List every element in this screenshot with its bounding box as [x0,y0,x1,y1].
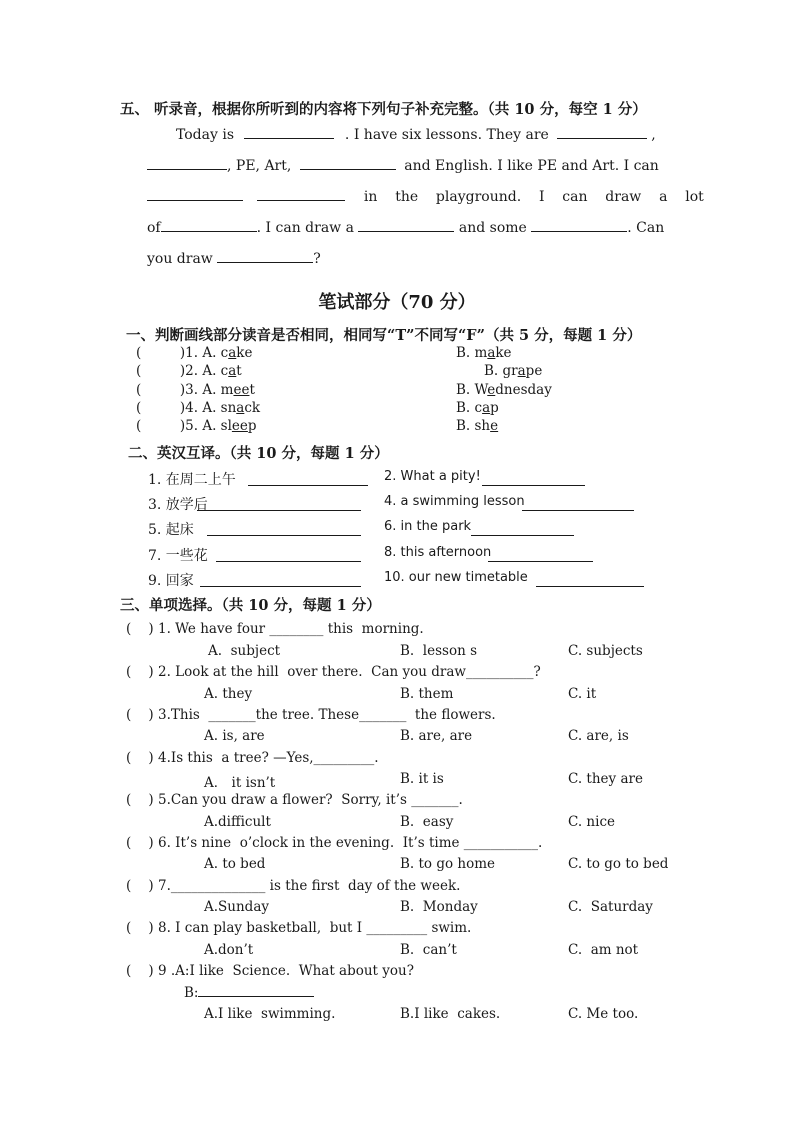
translate-item-en: 2. What a pity! [384,469,481,484]
blank-6[interactable] [257,188,345,201]
section1-item-b [456,345,512,361]
item-a-underlined: ee [231,418,248,434]
section1-item [136,363,242,379]
answer-blank[interactable] [216,561,361,562]
item-a-rest: t [249,382,255,398]
translate-item-en: 8. this afternoon [384,545,492,560]
translate-item-cn: 3. 放学后 [148,497,208,513]
option-c[interactable]: C. subjects [568,643,643,659]
item-a-prefix: ( )3. A. m [136,382,234,398]
item-a-rest: t [236,363,242,379]
section1-item [136,345,252,361]
answer-blank[interactable] [482,485,585,486]
item-b-underlined: e [490,418,499,434]
option-c[interactable]: C. Me too. [568,1006,639,1022]
translate-item-cn: 1. 在周二上午 [148,472,236,488]
option-a[interactable]: A.Sunday [204,899,269,915]
option-c[interactable]: C. am not [568,942,639,958]
q9-b-label: B: [184,985,199,1001]
question-stem: ( ) 9 .A:I like Science. What about you? [126,963,414,979]
question-stem: ( ) 3.This _______the tree. These_______ the flowers. [126,707,496,723]
text: . Can [627,220,665,236]
item-a-prefix: ( )2. A. c [136,363,229,379]
translate-item-en: 10. our new timetable [384,570,528,585]
item-b-prefix: B. sh [456,418,491,434]
blank-10[interactable] [217,250,313,263]
option-b[interactable]: B. lesson s [400,643,477,659]
option-b[interactable]: B. can’t [400,942,457,958]
section1-item-b [456,382,552,398]
answer-blank[interactable] [207,535,361,536]
text: , PE, Art, [227,158,292,174]
text: you draw [147,251,213,267]
option-a[interactable]: A.I like swimming. [204,1006,336,1022]
option-a[interactable]: A. subject [208,643,281,659]
option-c[interactable]: C. they are [568,771,643,787]
option-a[interactable]: A.difficult [204,814,271,830]
section1-item-b [484,363,542,379]
item-b-underlined: e [487,382,496,398]
option-c[interactable]: C. are, is [568,728,629,744]
answer-blank[interactable] [197,510,361,511]
option-b[interactable]: B. them [400,686,454,702]
translate-item-cn: 5. 起床 [148,522,194,538]
answer-blank[interactable] [248,485,368,486]
question-stem: ( ) 8. I can play basketball, but I _________ swim. [126,920,472,936]
item-a-prefix: ( )1. A. c [136,345,229,361]
text: of [147,220,161,236]
blank-1[interactable] [244,126,334,139]
item-b-prefix: B. c [456,400,483,416]
item-a-underlined: ee [233,382,250,398]
section5-line2 [147,157,659,174]
blank-4[interactable] [300,157,396,170]
text: , [651,127,656,143]
section1-item-b [456,400,499,416]
item-a-rest: ke [236,345,253,361]
option-b[interactable]: B.I like cakes. [400,1006,501,1022]
item-b-prefix: B. m [456,345,488,361]
option-a[interactable]: A. is, are [204,728,265,744]
text: . I can draw a [256,220,354,236]
blank-9[interactable] [531,219,627,232]
item-b-rest: ke [495,345,512,361]
section1-title: 一、判断画线部分读音是否相同，相同写“T”不同写“F”（共 5 分，每题 1 分） [126,327,642,344]
blank-5[interactable] [147,188,243,201]
item-a-prefix: ( )5. A. sl [136,418,232,434]
question-stem: ( ) 2. Look at the hill over there. Can you draw__________? [126,664,541,680]
q9-blank[interactable] [198,984,314,997]
answer-blank[interactable] [522,510,634,511]
blank-2[interactable] [557,126,647,139]
text: . I have six lessons. They are [344,127,549,143]
option-b[interactable]: B. it is [400,771,444,787]
item-b-rest: p [490,400,499,416]
question-stem: ( ) 1. We have four ________ this morning. [126,621,424,637]
q9-answer-b [184,984,314,1001]
option-b[interactable]: B. to go home [400,856,496,872]
item-a-prefix: ( )4. A. sn [136,400,237,416]
item-b-underlined: a [517,363,526,379]
section5-line4 [147,219,664,236]
option-c[interactable]: C. to go to bed [568,856,669,872]
section2-title: 二、英汉互译。（共 10 分，每题 1 分） [128,445,389,462]
translate-item-cn: 7. 一些花 [148,548,208,564]
item-a-rest: ck [244,400,261,416]
option-a[interactable]: A. they [204,686,253,702]
option-a[interactable]: A. to bed [204,856,266,872]
question-stem: ( ) 6. It’s nine o’clock in the evening. It’s time ___________. [126,835,543,851]
item-a-underlined: a [236,400,245,416]
item-b-underlined: a [482,400,491,416]
translate-item-cn: 9. 回家 [148,573,194,589]
option-a[interactable]: A． it isn’t [204,775,276,791]
blank-8[interactable] [358,219,454,232]
section1-item [136,400,260,416]
item-b-rest: dnesday [495,382,552,398]
text: and English. I like PE and Art. I can [404,158,659,174]
question-stem: ( ) 4.Is this a tree? —Yes,_________. [126,750,379,766]
answer-blank[interactable] [200,586,361,587]
written-part-title: 笔试部分（70 分） [318,292,476,313]
translate-item-en: 4. a swimming lesson [384,494,525,509]
option-c[interactable]: C. Saturday [568,899,653,915]
answer-blank[interactable] [471,535,574,536]
option-b[interactable]: B. easy [400,814,454,830]
blank-3[interactable] [147,157,227,170]
section5-line1 [176,126,656,143]
text: and some [458,220,527,236]
translate-item-en: 6. in the park [384,519,472,534]
option-b[interactable]: B. are, are [400,728,473,744]
question-stem: ( ) 5.Can you draw a flower? Sorry, it’s _______. [126,792,463,808]
answer-blank[interactable] [488,561,593,562]
option-a[interactable]: A.don’t [204,942,254,958]
option-b[interactable]: B. Monday [400,899,478,915]
section5-title: 五、 听录音，根据你所听到的内容将下列句子补充完整。（共 10 分，每空 1 分） [120,101,647,118]
answer-blank[interactable] [536,586,644,587]
question-stem: ( ) 7.______________ is the first day of the week. [126,878,461,894]
section3-title: 三、单项选择。（共 10 分，每题 1 分） [120,597,381,614]
item-b-underlined: a [487,345,496,361]
section1-item [136,382,255,398]
text: ? [313,251,321,267]
section1-item [136,418,257,434]
section5-line3 [147,188,704,205]
text: in the playground. I can draw a lot [363,189,704,205]
item-a-rest: p [247,418,257,434]
section5-line5 [147,250,321,267]
item-a-underlined: a [228,345,237,361]
item-a-underlined: a [228,363,237,379]
blank-7[interactable] [161,219,257,232]
option-c[interactable]: C. it [568,686,597,702]
item-b-prefix: B. W [456,382,488,398]
item-b-rest: pe [525,363,543,379]
item-b-prefix: B. gr [484,363,518,379]
text: Today is [176,127,235,143]
option-c[interactable]: C. nice [568,814,615,830]
section1-item-b [456,418,498,434]
